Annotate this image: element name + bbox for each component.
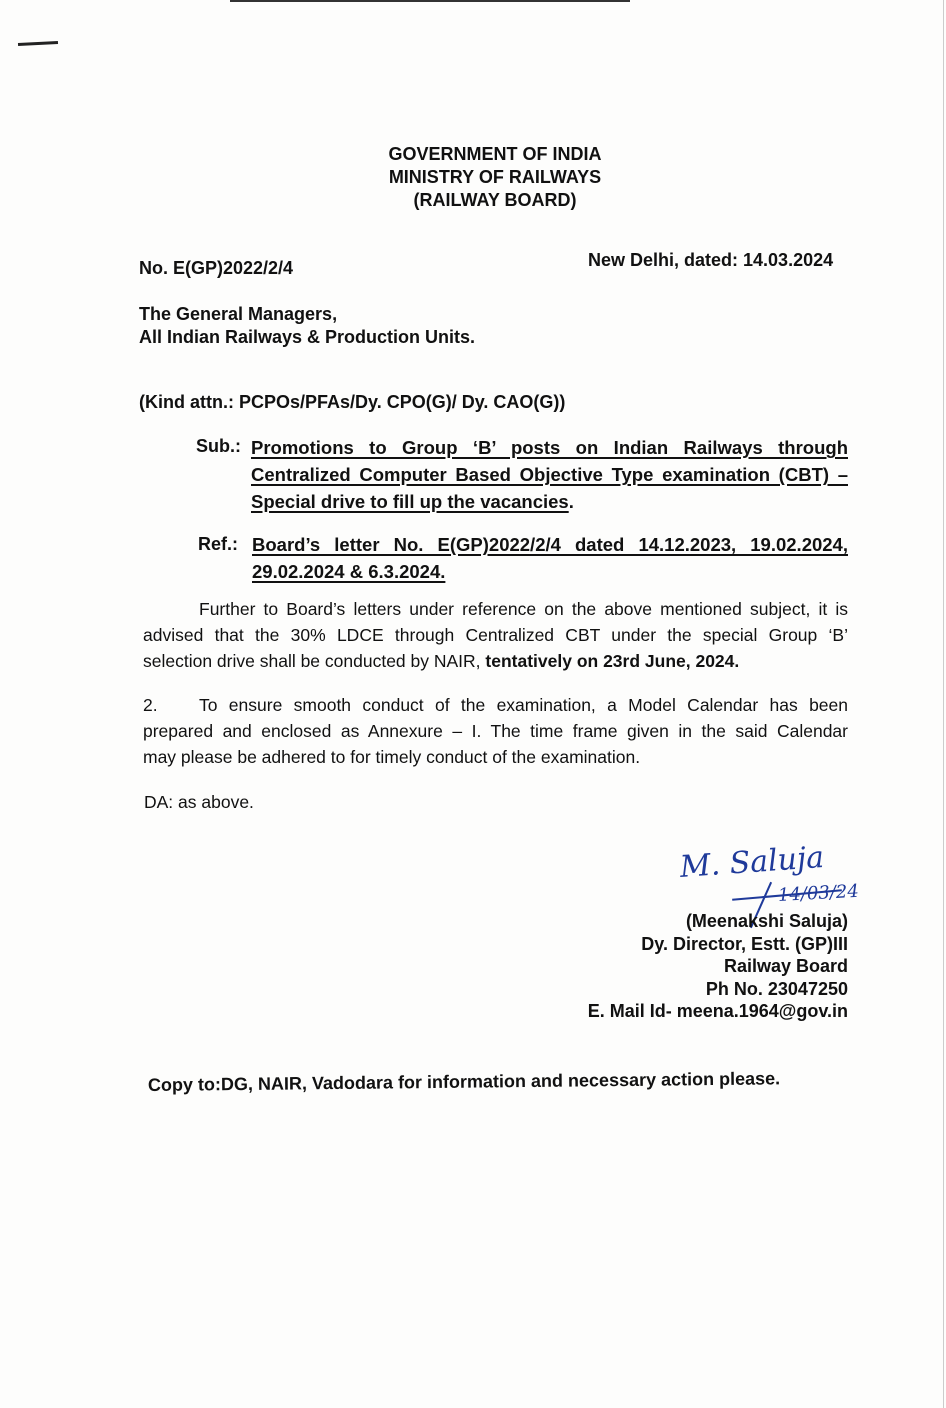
signatory-designation: Dy. Director, Estt. (GP)III	[641, 933, 848, 954]
handwritten-date: 14/03/24	[777, 880, 860, 906]
signatory-email: E. Mail Id- meena.1964@gov.in	[587, 1001, 848, 1021]
paragraph-line: selection drive shall be conducted by NAIR,	[143, 651, 486, 671]
place-date: New Delhi, dated: 14.03.2024	[588, 250, 834, 270]
enclosure: DA: as above.	[144, 792, 254, 812]
scan-mark	[18, 41, 58, 46]
letterhead	[0, 143, 946, 212]
letterhead-line: (RAILWAY BOARD)	[413, 190, 577, 210]
subject-line: Promotions to Group ‘B’ posts on Indian Railways through	[251, 437, 848, 458]
addressee-line: All Indian Railways & Production Units.	[139, 327, 476, 347]
paragraph-line: may please be adhered to for timely conduct of the examination.	[143, 747, 641, 767]
reference-line: 29.02.2024 & 6.3.2024.	[252, 561, 446, 582]
subject-end: .	[568, 491, 574, 512]
signatory-name: (Meenakshi Saluja)	[685, 911, 848, 931]
letterhead-line: GOVERNMENT OF INDIA	[388, 144, 602, 164]
paragraph-2	[143, 692, 848, 770]
letterhead-line: MINISTRY OF RAILWAYS	[388, 167, 602, 187]
addressee-line: The General Managers,	[139, 304, 338, 324]
subject-line: Special drive to fill up the vacancies	[251, 491, 569, 512]
subject	[251, 434, 848, 515]
exam-date: tentatively on 23rd June, 2024.	[485, 651, 740, 671]
paragraph-line: To ensure smooth conduct of the examination, a Model Calendar has been	[199, 695, 848, 715]
handwritten-signature: M. Saluja	[678, 839, 826, 885]
paragraph-line: advised that the 30% LDCE through Centralized CBT under the special Group ‘B’	[143, 625, 848, 645]
copy-to: Copy to:DG, NAIR, Vadodara for information and necessary action please.	[147, 1068, 781, 1095]
reference-line: Board’s letter No. E(GP)2022/2/4 dated 14.12.2023, 19.02.2024,	[252, 534, 848, 555]
paragraph-1	[143, 596, 848, 674]
subject-label: Sub.:	[196, 436, 241, 456]
reference-label: Ref.:	[198, 534, 238, 554]
subject-line: Centralized Computer Based Objective Type examination (CBT) –	[251, 464, 848, 485]
paragraph-line: Further to Board’s letters under reference on the above mentioned subject, it is	[199, 599, 848, 619]
signatory-office: Railway Board	[723, 956, 848, 976]
signature-block	[588, 910, 848, 1023]
letter-number: No. E(GP)2022/2/4	[139, 258, 294, 278]
kind-attention: (Kind attn.: PCPOs/PFAs/Dy. CPO(G)/ Dy. CAO(G))	[139, 392, 566, 412]
addressee	[139, 303, 475, 349]
paragraph-number: 2.	[143, 695, 158, 715]
scan-edge-top	[230, 0, 630, 2]
signatory-phone: Ph No. 23047250	[705, 978, 848, 999]
paragraph-line: prepared and enclosed as Annexure – I. The time frame given in the said Calendar	[143, 721, 848, 741]
reference	[252, 531, 848, 585]
